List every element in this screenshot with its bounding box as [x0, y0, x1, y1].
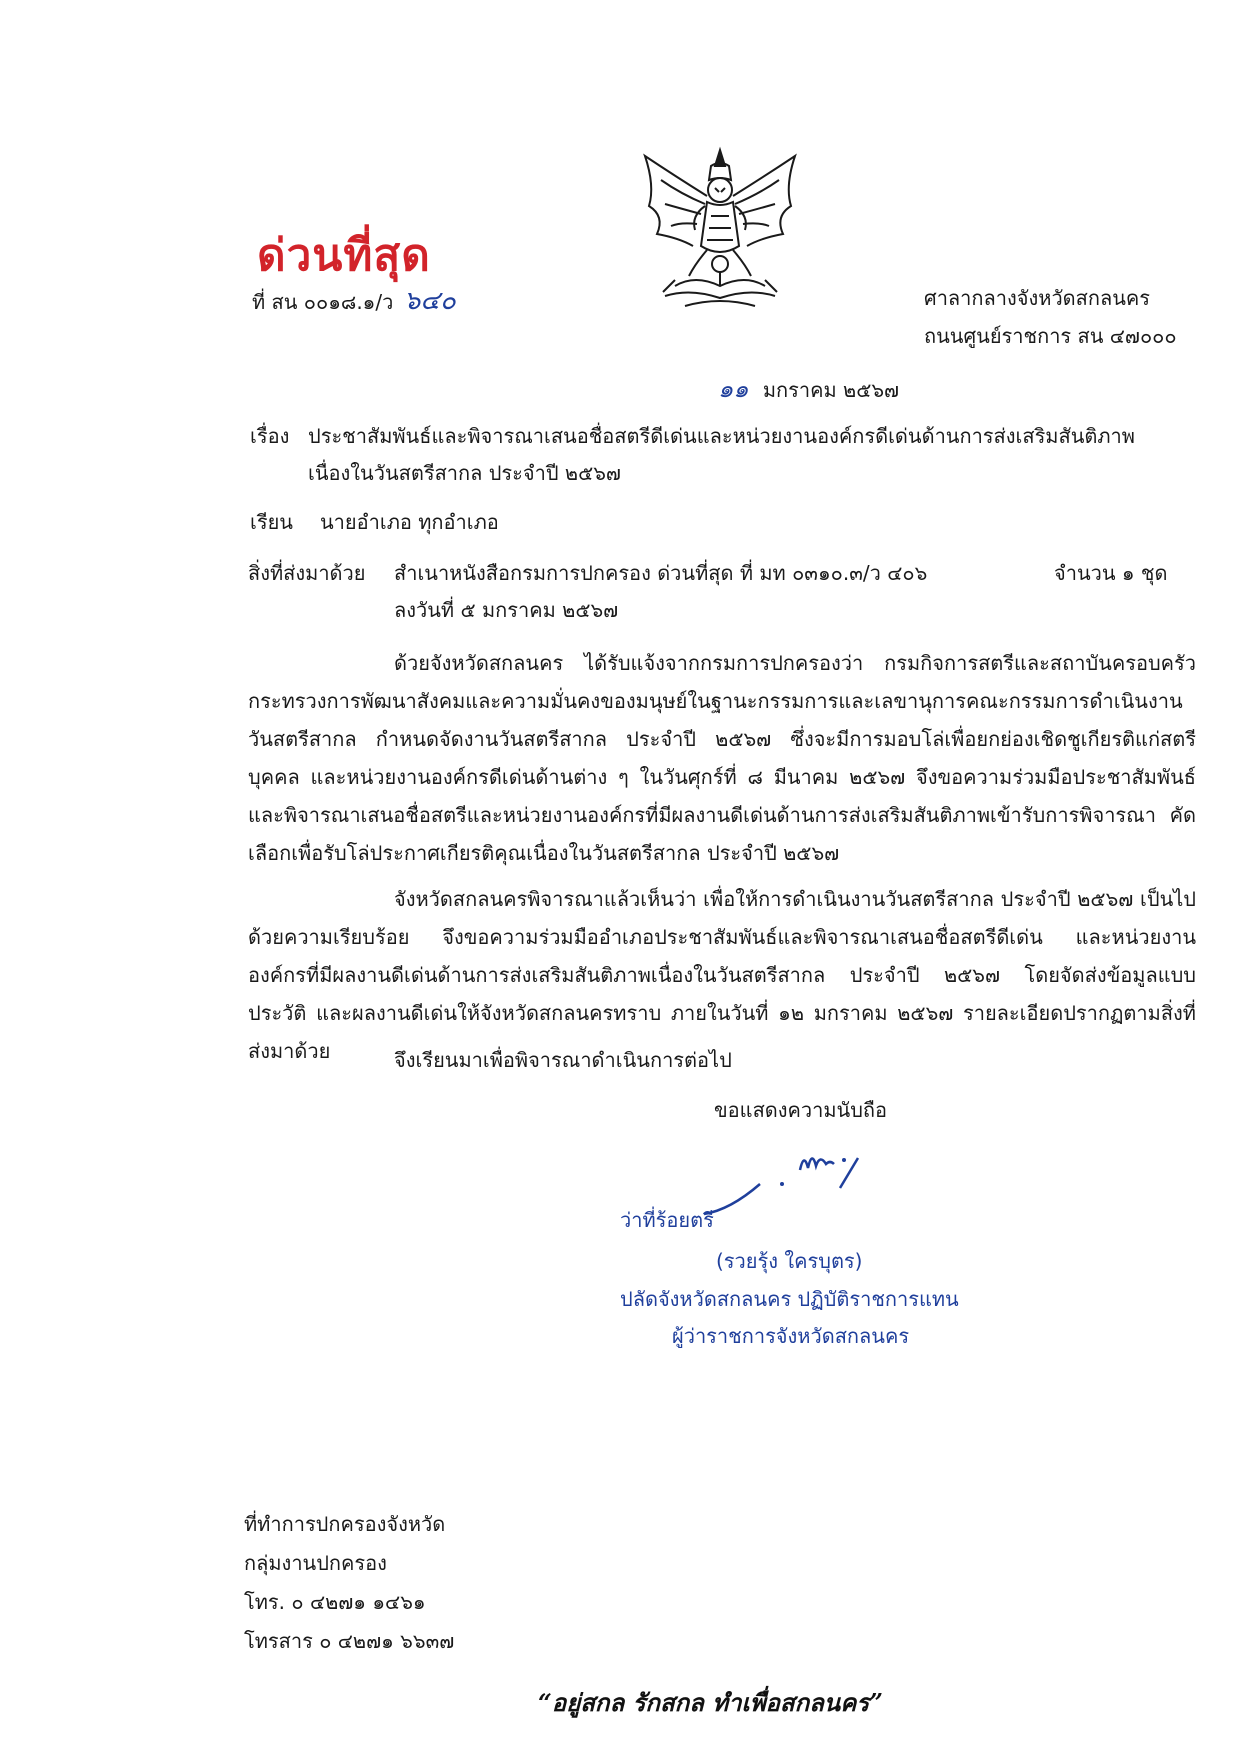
recipient-label: เรียน — [250, 510, 293, 534]
closing-request: จึงเรียนมาเพื่อพิจารณาดำเนินการต่อไป — [394, 1048, 732, 1072]
signature-name: (รวยรุ้ง ใครบุตร) — [716, 1249, 863, 1273]
body-paragraph-2-text: จังหวัดสกลนครพิจารณาแล้วเห็นว่า เพื่อให้การดำเนินงานวันสตรีสากล ประจำปี ๒๕๖๗ เป็นไปด้วยความเรียบร้อย จึงขอความร่วมมืออำเภอประชาสัมพันธ์และพิจารณาเสนอชื่อสตรีดีเด่น และหน่วยงาน องค์กรที่มีผลงานดีเด่นด้านการส่งเสริมสันติภาพเนื่องในวันสตรีสากล ประจำปี ๒๕๖๗ โดยจัดส่งข้อมูลแบบประวัติ และผลงานดีเด่นให้จังหวัดสกลนครทราบ ภายในวันที่ ๑๒ มกราคม ๒๕๖๗ รายละเอียดปรากฏตามสิ่งที่ส่งมาด้วย — [248, 887, 1196, 1063]
subject-line-1: ประชาสัมพันธ์และพิจารณาเสนอชื่อสตรีดีเด่นและหน่วยงานองค์กรดีเด่นด้านการส่งเสริมสันติภาพ — [308, 424, 1135, 448]
signature-scribble-icon — [760, 1140, 870, 1200]
garuda-emblem — [635, 146, 805, 314]
signature-mark — [760, 1140, 870, 1200]
office-line-2: กลุ่มงานปกครอง — [244, 1551, 387, 1575]
office-fax: โทรสาร ๐ ๔๒๗๑ ๖๖๓๗ — [244, 1629, 455, 1653]
signature-rank: ว่าที่ร้อยตรี — [620, 1208, 714, 1232]
closing: ขอแสดงความนับถือ — [714, 1098, 888, 1122]
doc-number-handwritten: ๖๔๐ — [403, 286, 456, 316]
letter-date — [718, 377, 899, 401]
body-paragraph-1-text: ด้วยจังหวัดสกลนคร ได้รับแจ้งจากกรมการปกครองว่า กรมกิจการสตรีและสถาบันครอบครัว กระทรวงการพัฒนาสังคมและความมั่นคงของมนุษย์ในฐานะกรรมการและเลขานุการคณะกรรมการดำเนินงาน วันสตรีสากล กำหนดจัดงานวันสตรีสากล ประจำปี ๒๕๖๗ ซึ่งจะมีการมอบโล่เพื่อยกย่องเชิดชูเกียรติแก่สตรี บุคคล และหน่วยงานองค์กรดีเด่นด้านต่าง ๆ ในวันศุกร์ที่ ๘ มีนาคม ๒๕๖๗ จึงขอความร่วมมือประชาสัมพันธ์ และพิจารณาเสนอชื่อสตรีและหน่วยงานองค์กรที่มีผลงานดีเด่นด้านการส่งเสริมสันติภาพเข้ารับการพิจารณา คัดเลือกเพื่อรับโล่ประกาศเกียรติคุณเนื่องในวันสตรีสากล ประจำปี ๒๕๖๗ — [248, 651, 1196, 865]
enclosure-label: สิ่งที่ส่งมาด้วย — [248, 561, 366, 585]
subject-line-2: เนื่องในวันสตรีสากล ประจำปี ๒๕๖๗ — [308, 461, 621, 485]
recipient-value: นายอำเภอ ทุกอำเภอ — [320, 510, 499, 534]
body-paragraph-2 — [248, 880, 1196, 1070]
doc-number — [252, 288, 456, 314]
signature-position-1: ปลัดจังหวัดสกลนคร ปฏิบัติราชการแทน — [620, 1287, 959, 1311]
enclosure-quantity: จำนวน ๑ ชุด — [1054, 561, 1168, 585]
sender-line-2: ถนนศูนย์ราชการ สน ๔๗๐๐๐ — [924, 324, 1177, 348]
doc-number-printed: ที่ สน ๐๐๑๘.๑/ว — [252, 290, 394, 314]
signature-position-2: ผู้ว่าราชการจังหวัดสกลนคร — [672, 1324, 910, 1348]
enclosure-line-2: ลงวันที่ ๕ มกราคม ๒๕๖๗ — [394, 598, 619, 622]
body-paragraph-1 — [248, 644, 1196, 872]
office-phone: โทร. ๐ ๔๒๗๑ ๑๔๖๑ — [244, 1590, 426, 1614]
motto: “อยู่สกล รักสกล ทำเพื่อสกลนคร” — [538, 1688, 883, 1717]
sender-line-1: ศาลากลางจังหวัดสกลนคร — [924, 286, 1151, 310]
garuda-icon — [635, 146, 805, 314]
enclosure-line-1: สำเนาหนังสือกรมการปกครอง ด่วนที่สุด ที่ มท ๐๓๑๐.๓/ว ๔๐๖ — [394, 561, 928, 585]
office-line-1: ที่ทำการปกครองจังหวัด — [244, 1512, 446, 1536]
date-month-year: มกราคม ๒๕๖๗ — [762, 378, 900, 402]
date-day-handwritten: ๑๑ — [718, 375, 749, 403]
subject-label: เรื่อง — [250, 424, 290, 448]
urgency-stamp: ด่วนที่สุด — [257, 230, 431, 281]
